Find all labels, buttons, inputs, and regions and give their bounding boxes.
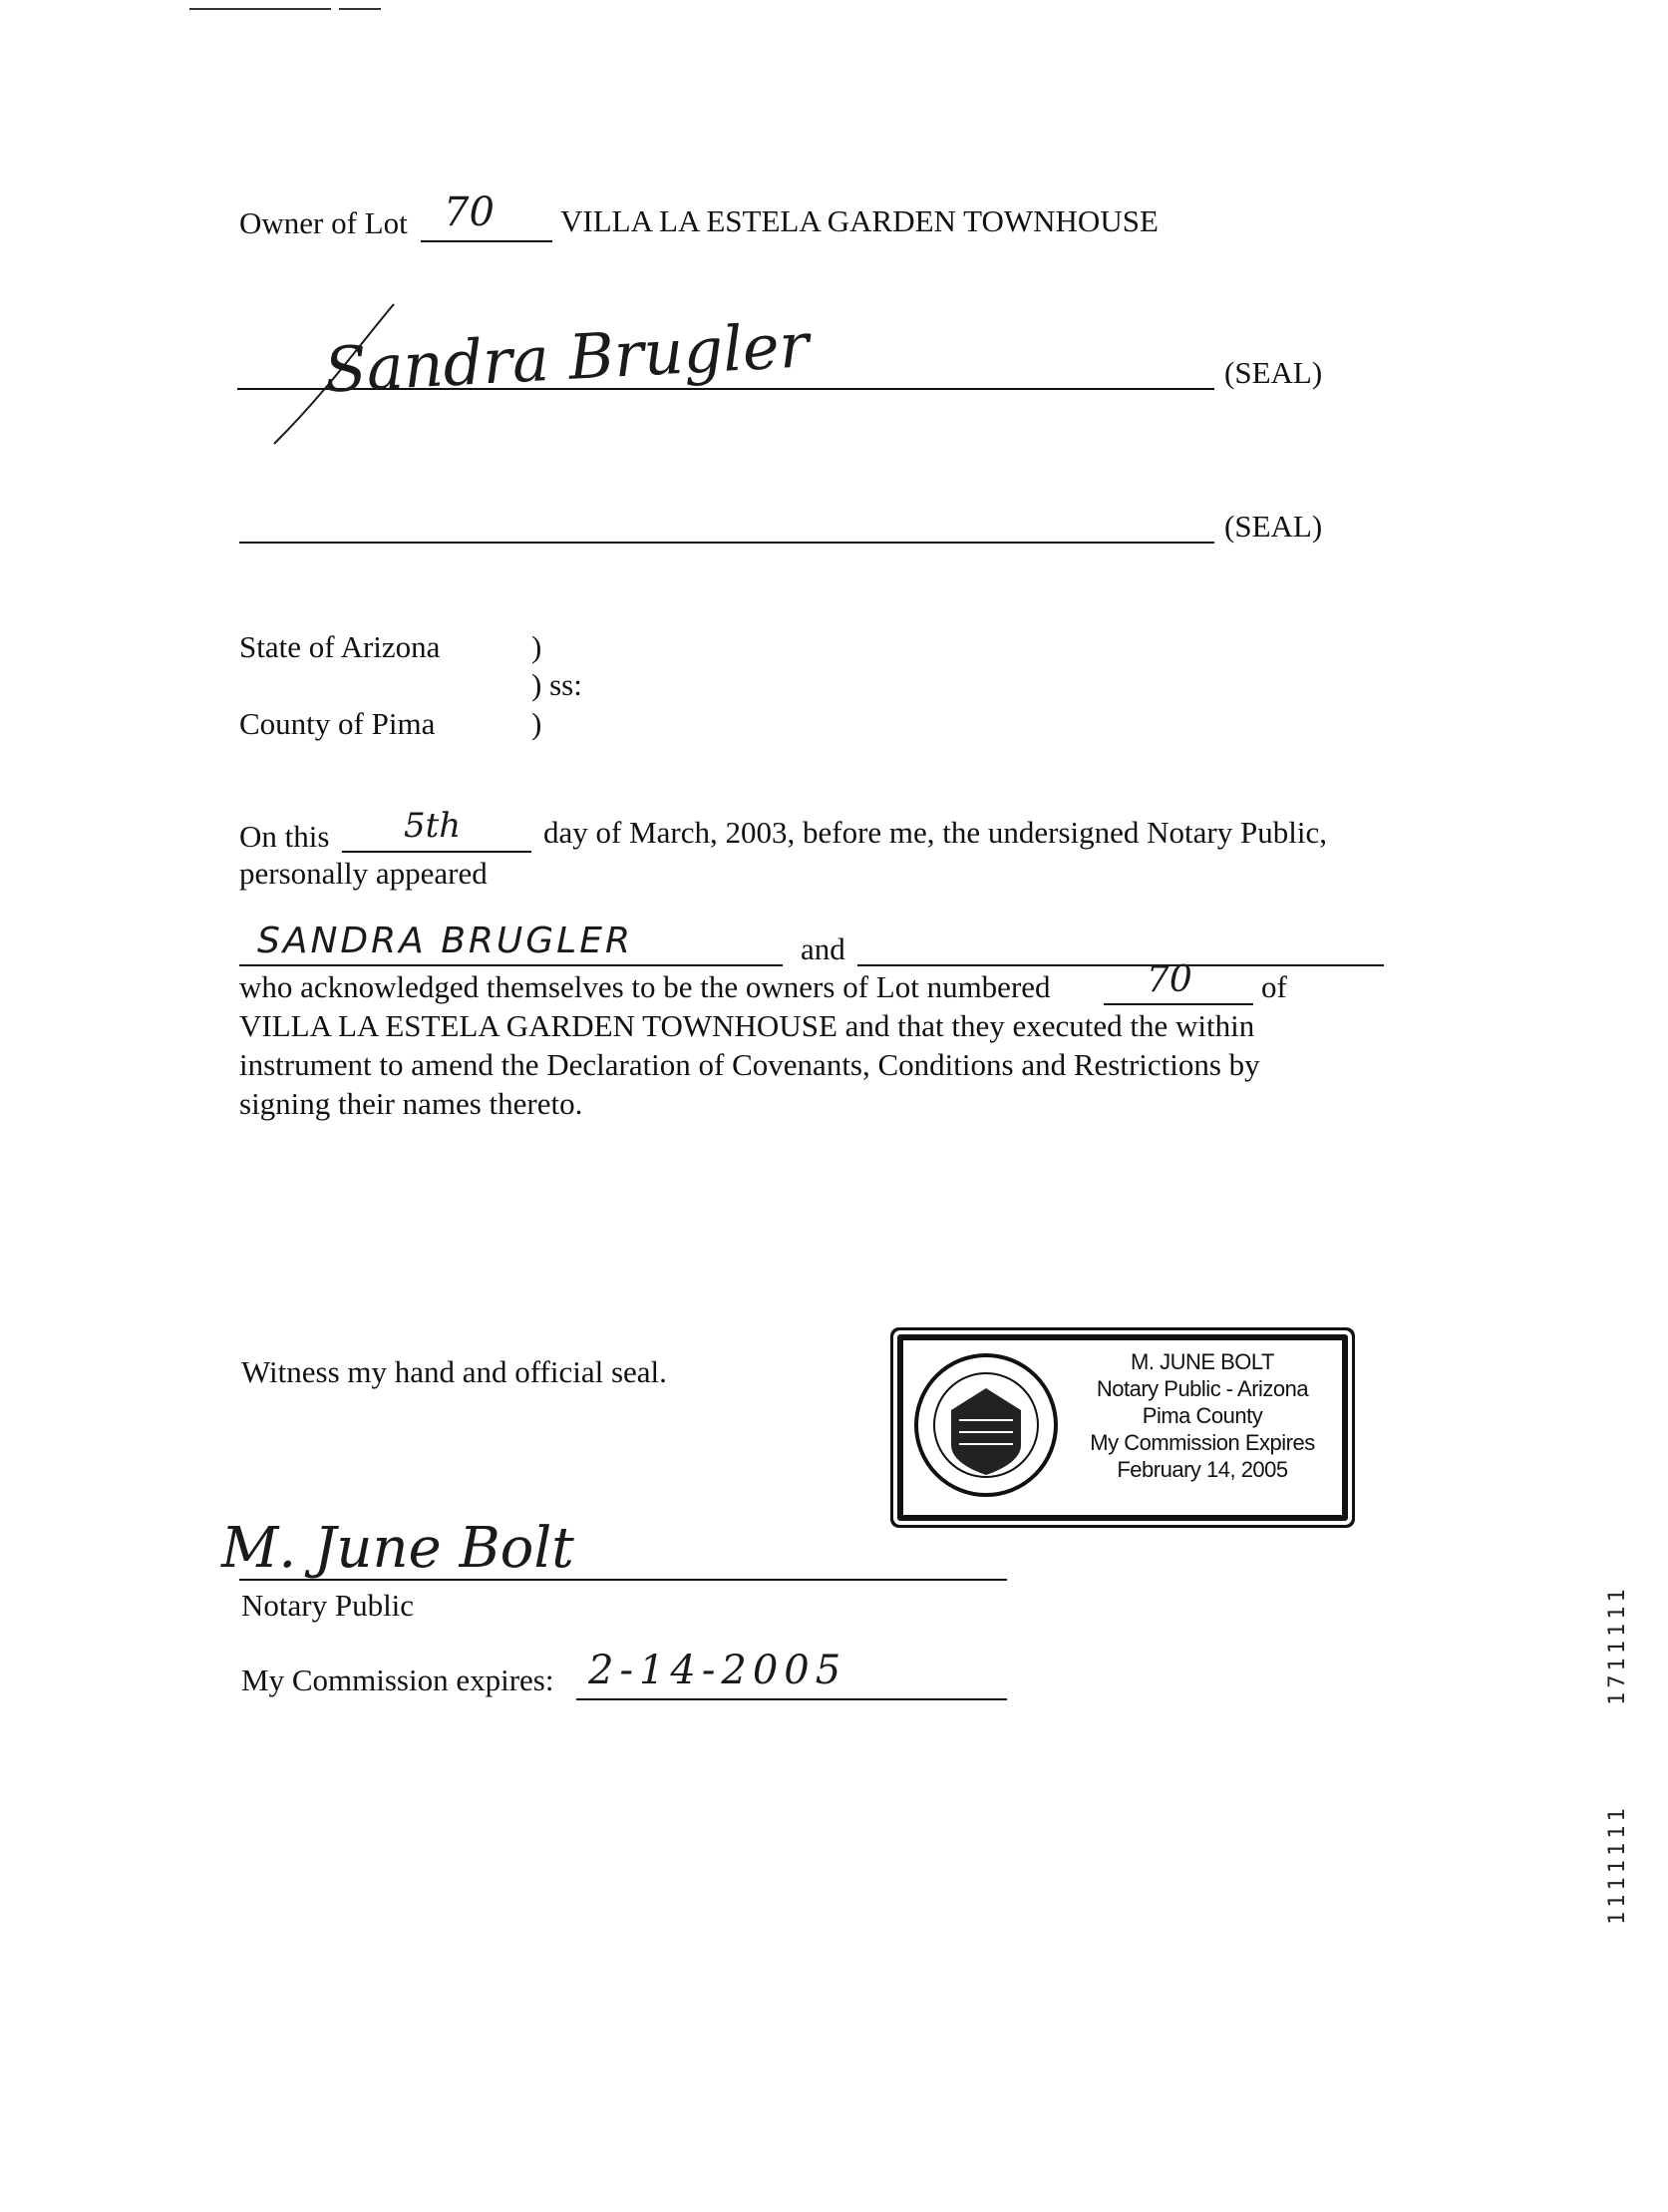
venue-paren-1: ) xyxy=(531,629,542,664)
personally-appeared-text: personally appeared xyxy=(239,856,488,891)
witness-text: Witness my hand and official seal. xyxy=(241,1354,667,1389)
owner-signature-1: Sandra Brugler xyxy=(322,308,811,407)
lot-numbered-underline xyxy=(1104,1003,1253,1005)
signature-flourish xyxy=(269,299,409,459)
day-underline xyxy=(342,851,531,853)
commission-expires-handwritten: 2-14-2005 xyxy=(588,1648,847,1693)
notary-signature: M. June Bolt xyxy=(221,1516,574,1581)
acknowledgment-line-2: VILLA LA ESTELA GARDEN TOWNHOUSE and that they executed the within xyxy=(239,1008,1255,1043)
margin-code-bottom: 1111111 xyxy=(1605,1804,1630,1925)
lot-numbered-handwritten: 70 xyxy=(1147,959,1192,1000)
acknowledgment-line-4: signing their names thereto. xyxy=(239,1086,583,1121)
owner-of-lot-label: Owner of Lot xyxy=(239,205,408,240)
on-this-label: On this xyxy=(239,819,330,854)
signature-line-2 xyxy=(239,542,1214,544)
appearer-line-2 xyxy=(857,964,1384,966)
venue-ss: ) ss: xyxy=(531,667,582,702)
commission-expires-label: My Commission expires: xyxy=(241,1662,554,1697)
notary-stamp-text xyxy=(1068,1348,1337,1483)
acknowledged-line-prefix: who acknowledged themselves to be the owners of Lot numbered xyxy=(239,969,1051,1004)
margin-recording-code xyxy=(1605,1556,1645,1935)
seal-label-2: (SEAL) xyxy=(1224,509,1323,544)
notary-public-label: Notary Public xyxy=(241,1588,415,1623)
acknowledged-line-suffix: of xyxy=(1261,969,1287,1004)
county-label: County of Pima xyxy=(239,706,436,741)
venue-paren-3: ) xyxy=(531,706,542,741)
day-handwritten: 5th xyxy=(404,806,462,846)
lot-number-handwritten: 70 xyxy=(444,189,495,235)
top-scan-line-short xyxy=(339,8,381,10)
and-label: and xyxy=(801,931,845,966)
commission-underline xyxy=(576,1698,1007,1700)
state-label: State of Arizona xyxy=(239,629,441,664)
arizona-state-seal-icon xyxy=(911,1350,1061,1500)
subdivision-name: VILLA LA ESTELA GARDEN TOWNHOUSE xyxy=(560,203,1159,238)
seal-label-1: (SEAL) xyxy=(1224,355,1323,390)
stamp-line-expires-label: My Commission Expires xyxy=(1090,1430,1315,1455)
notary-stamp xyxy=(897,1334,1348,1521)
acknowledgment-line-3: instrument to amend the Declaration of Covenants, Conditions and Restrictions by xyxy=(239,1047,1260,1082)
margin-code-top: 1711111 xyxy=(1605,1585,1630,1705)
day-of-march-text: day of March, 2003, before me, the undersigned Notary Public, xyxy=(543,815,1327,850)
top-scan-line xyxy=(189,8,331,10)
appearer-line-1 xyxy=(239,964,783,966)
stamp-line-name: M. JUNE BOLT xyxy=(1131,1349,1274,1374)
stamp-line-title: Notary Public - Arizona xyxy=(1096,1376,1309,1401)
stamp-line-expires-date: February 14, 2005 xyxy=(1117,1457,1288,1482)
lot-number-underline xyxy=(421,240,552,242)
appearer-name-1: SANDRA BRUGLER xyxy=(257,921,633,961)
stamp-line-county: Pima County xyxy=(1142,1403,1263,1428)
